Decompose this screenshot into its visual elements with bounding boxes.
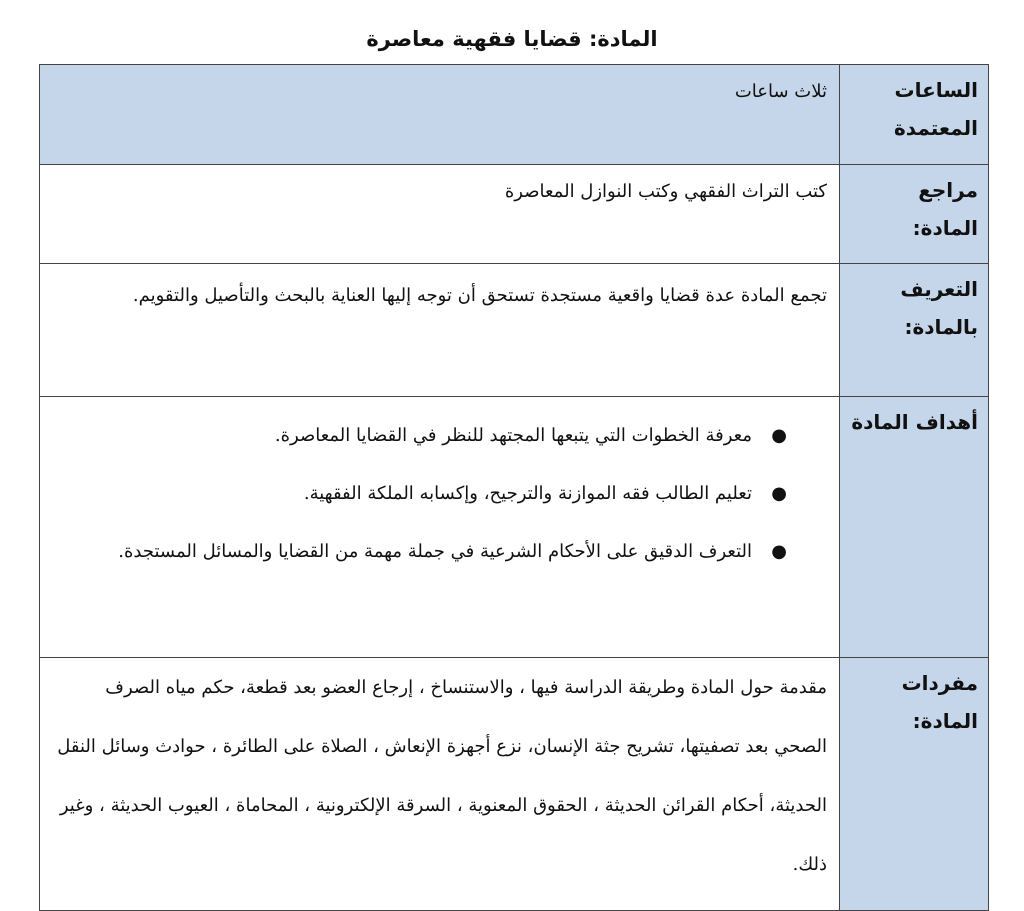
goal-text: التعرف الدقيق على الأحكام الشرعية في جملة مهمة من القضايا والمسائل المستجدة. (118, 541, 752, 562)
bullet-icon: ● (771, 483, 787, 504)
course-items-value: مقدمة حول المادة وطريقة الدراسة فيها ، والاستنساخ ، إرجاع العضو بعد قطعة، حكم مياه الصرف الصحي بعد تصفيتها، تشريح جثة الإنسان، نزع أجهزة الإنعاش ، الصلاة على الطائرة ، حوادث وسائل النقل الحديثة، أحكام القرائن الحديثة ، الحقوق المعنوية ، السرقة الإلكترونية ، المحاماة ، العيوب الحديثة ، وغير ذلك. (40, 658, 840, 911)
credit-hours-value: ثلاث ساعات (40, 65, 840, 165)
table-row-references (40, 165, 989, 264)
course-info-table (39, 64, 989, 911)
goals-list (56, 407, 827, 581)
references-value: كتب التراث الفقهي وكتب النوازل المعاصرة (40, 165, 840, 264)
list-item (56, 465, 787, 523)
definition-label: التعريف بالمادة: (840, 264, 989, 397)
table-row-definition (40, 264, 989, 397)
goals-value (40, 397, 840, 658)
definition-value: تجمع المادة عدة قضايا واقعية مستجدة تستحق أن توجه إليها العناية بالبحث والتأصيل والتقويم. (40, 264, 840, 397)
goal-text: معرفة الخطوات التي يتبعها المجتهد للنظر في القضايا المعاصرة. (274, 425, 752, 446)
list-item (56, 407, 787, 465)
goal-text: تعليم الطالب فقه الموازنة والترجيح، وإكسابه الملكة الفقهية. (303, 483, 752, 504)
bullet-icon: ● (771, 425, 787, 446)
page-title: المادة: قضايا فقهية معاصرة (366, 27, 658, 51)
course-items-label: مفردات المادة: (840, 658, 989, 911)
table-row-credit-hours (40, 65, 989, 165)
table-row-course-items (40, 658, 989, 911)
list-item (56, 523, 787, 581)
goals-label: أهداف المادة (840, 397, 989, 658)
table-row-goals (40, 397, 989, 658)
bullet-icon: ● (771, 541, 787, 562)
credit-hours-label: الساعات المعتمدة (840, 65, 989, 165)
references-label: مراجع المادة: (840, 165, 989, 264)
